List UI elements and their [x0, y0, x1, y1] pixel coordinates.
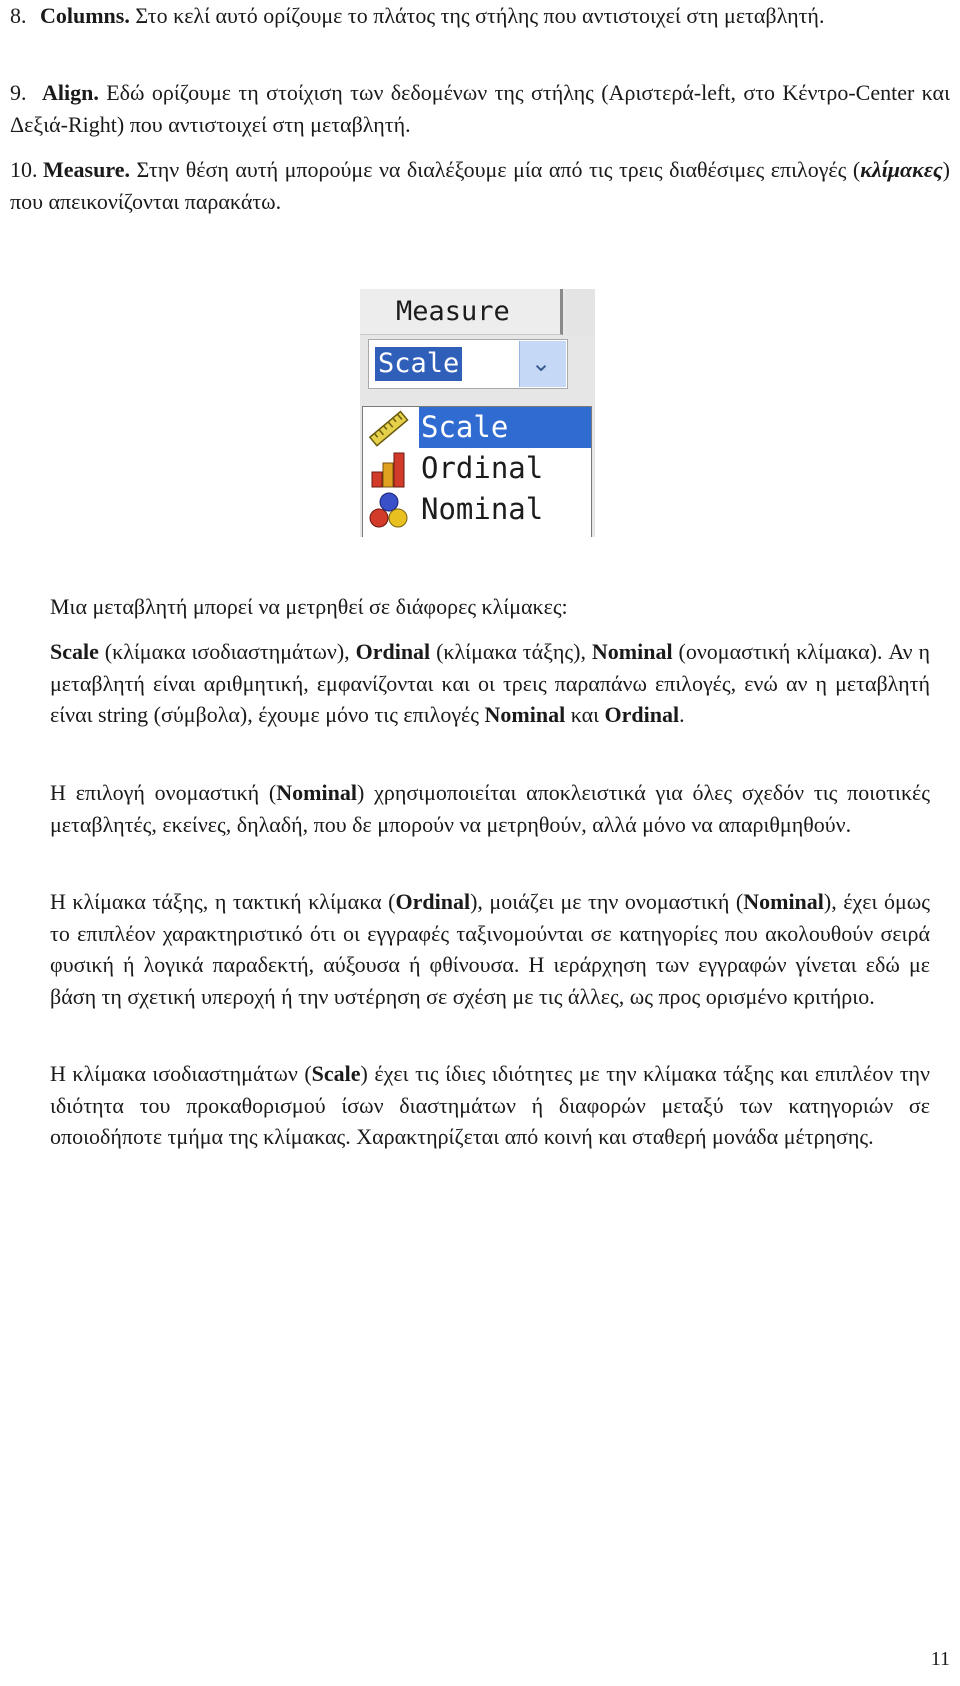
option-ordinal: [363, 448, 591, 489]
chevron-down-icon: ⌄: [531, 349, 552, 377]
option-label: Nominal: [421, 492, 544, 526]
list-number: 9.: [10, 80, 27, 105]
measure-widget-screenshot: [360, 289, 595, 537]
paragraph-scale: [50, 1058, 930, 1153]
list-item-align: [10, 77, 950, 140]
list-item-measure: [10, 154, 950, 217]
term-nominal: Nominal: [484, 702, 566, 727]
term-scale: Scale: [50, 639, 99, 664]
paragraph-text: ), έχει όμως το επιπλέον χαρακτηριστικό ότι οι εγγραφές ταξινομούνται σε κατηγορίες που ακολουθούν σειρά φυσική ή λογικά παραδεκτή, αύξουσα ή φθίνουσα. Η ιεράρχηση των εγγραφών γίνεται εδώ με βάση τη σχετική υπεροχή ή την υστέρηση σε σχέση με τις άλλες, ως προς ορισμένο κριτήριο.: [50, 889, 930, 1009]
ruler-icon: [367, 409, 411, 447]
option-nominal: [363, 489, 591, 530]
measure-column-header: Measure: [360, 289, 563, 335]
paragraph-text: ), μοιάζει με την ονομαστική (: [470, 889, 744, 914]
paragraph-intro: [50, 591, 930, 623]
paragraph-text: ) χρησιμοποιείται αποκλειστικά για όλες σχεδόν τις ποιοτικές μεταβλητές, εκείνες, δηλαδή, που δε μπορούν να μετρηθούν, αλλά μόνο να απαριθμηθούν.: [50, 780, 931, 837]
term-nominal: Nominal: [743, 889, 824, 914]
paragraph-text: Η επιλογή ονομαστική (: [50, 780, 277, 805]
shapes-icon: [367, 491, 411, 529]
list-number: 10.: [10, 157, 38, 182]
page-number: 11: [930, 1648, 950, 1670]
paragraph-text: (ονομαστική κλίμακα). Αν η μεταβλητή είναι αριθμητική, εμφανίζονται και οι τρεις παραπάνω επιλογές, ενώ αν η μεταβλητή είναι string (σύμβολα), έχουμε μόνο τις επιλογές: [50, 639, 930, 727]
list-text: Στο κελί αυτό ορίζουμε το πλάτος της στήλης που αντιστοιχεί στη μεταβλητή.: [129, 3, 825, 28]
list-term: Align.: [42, 80, 99, 105]
term-ordinal: Ordinal: [395, 889, 471, 914]
measure-options-list: [362, 406, 592, 537]
option-label: Scale: [419, 407, 591, 448]
list-term: Measure.: [43, 157, 130, 182]
paragraph-nominal: [50, 777, 930, 840]
paragraph-ordinal: [50, 886, 930, 1012]
paragraph-text: .: [679, 702, 685, 727]
list-number: 8.: [10, 3, 27, 28]
paragraph-text: (κλίμακα τάξης),: [430, 639, 592, 664]
list-item-columns: [10, 0, 950, 32]
term-scale: Scale: [311, 1061, 361, 1086]
term-nominal: Nominal: [276, 780, 357, 805]
term-nominal: Nominal: [591, 639, 673, 664]
paragraph-text: ) έχει τις ίδιες ιδιότητες με την κλίμακα τάξης και επιπλέον την ιδιότητα του προκαθορισμού ίσων διαστημάτων ή διαφορών μεταξύ των κατηγοριών σε οποιοδήποτε τμήμα της κλίμακας. Χαρακτηρίζεται από κοινή και σταθερή μονάδα μέτρησης.: [50, 1061, 930, 1149]
paragraph-text: Μια μεταβλητή μπορεί να μετρηθεί σε διάφορες κλίμακες:: [50, 594, 568, 619]
list-term: Columns.: [40, 3, 130, 28]
paragraph-text: (κλίμακα ισοδιαστημάτων),: [98, 639, 356, 664]
term-ordinal: Ordinal: [355, 639, 431, 664]
measure-combobox: [368, 339, 568, 389]
option-label: Ordinal: [421, 451, 544, 485]
term-ordinal: Ordinal: [604, 702, 680, 727]
paragraph-text: Η κλίμακα ισοδιαστημάτων (: [50, 1061, 312, 1086]
bar-chart-icon: [367, 450, 411, 488]
option-scale: [363, 407, 591, 448]
paragraph-text: και: [565, 702, 605, 727]
paragraph-text: Η κλίμακα τάξης, η τακτική κλίμακα (: [50, 889, 396, 914]
header-filler: [566, 289, 595, 335]
list-text: Εδώ ορίζουμε τη στοίχιση των δεδομένων της στήλης (Αριστερά-left, στο Κέντρο-Center και Δεξιά-Right) που αντιστοιχεί στη μεταβλητή.: [10, 80, 950, 137]
list-emphasis: κλίμακες: [860, 157, 943, 182]
list-text: ) που απεικονίζονται παρακάτω.: [10, 157, 950, 214]
combobox-value: Scale: [375, 347, 462, 381]
paragraph-scales: [50, 636, 930, 731]
dropdown-button: [519, 341, 566, 387]
list-text: Στην θέση αυτή μπορούμε να διαλέξουμε μία από τις τρεις διαθέσιμες επιλογές (: [129, 157, 861, 182]
